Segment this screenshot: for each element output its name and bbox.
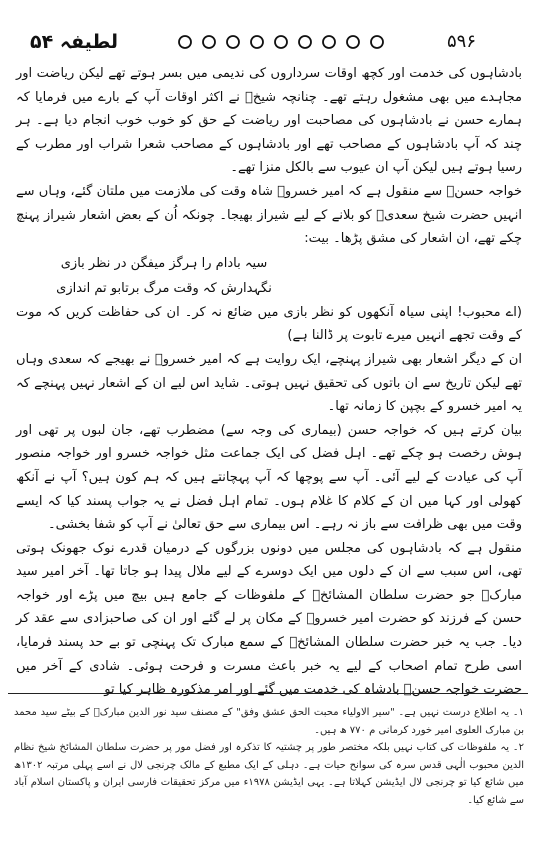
footnote-2: ۲۔ یہ ملفوظات کی کتاب نہیں بلکہ مختصر طور پر چشتیہ کا تذکرہ اور فضل مور پر حضرت سلطان المشائخ شیخ نظام الدین محبوب الٰہی قدس سرہ کی سوانح حیات ہے۔ دہلی کے ایک مطبع کے مالک چرنجی لال نے اسے پہلی مرتبہ ۱۳۰۲ھ میں شائع کیا تو چرنجی لال ایڈیشن کہلاتا ہے۔ یہی ایڈیشن ۱۹۷۸ء میں مرکز تحقیقات فارسی ایران و پاکستان اسلام آباد سے شائع کیا۔ (14, 742, 524, 806)
main-text (16, 62, 522, 702)
verse-line-1: سیہ بادام را ہرگز میفگن در نظر بازی (60, 255, 268, 271)
paragraph-1: بادشاہوں کی خدمت اور کچھ اوقات سرداروں کی ندیمی میں بسر ہوتے تھے لیکن ریاضت اور مجاہدے میں بھی مشغول رہتے تھے۔ چنانچہ شیخؒ نے اکثر اوقات آپ کے بارے میں فرمایا کہ ہمارے حسن نے بادشاہوں کی مصاحبت اور ریاضت کے حق کو خوب خوب انجام دیا ہے۔ ہر چند کہ آپ بادشاہوں کے مصاحب تھے اور بادشاہوں کے مصاحب شعرا شراب اور مطرب کے رسیا ہوتے ہیں لیکن آپ ان عیوب سے بالکل منزا تھے۔ (16, 66, 522, 176)
page-number: ۵۹۶ (446, 31, 476, 52)
ornament-circles-icon (176, 34, 386, 50)
section-label: لطیفہ ۵۴ (30, 31, 119, 53)
footnote-1: ۱۔ یہ اطلاع درست نہیں ہے۔ "سیر الاولیاء محبت الحق عشق وفق" کے مصنف سید نور الدین مبارکؒ کے بیٹے سید محمد بن مبارک العلوی امیر خورد کرمانی م ۷۷۰ ھ ہیں۔ (14, 707, 524, 736)
verse-line-2: نگہدارش کہ وقت مرگ برتابو تم اندازی (56, 280, 272, 296)
paragraph-2: خواجہ حسنؒ سے منقول ہے کہ امیر خسروؒ شاہ وقت کی ملازمت میں ملتان گئے، وہاں سے انہیں حضرت شیخ سعدیؒ کو بلانے کے لیے شیراز بھیجا۔ چونکہ اُن کے بعض اشعار شیراز پہنچ چکے تھے، ان اشعار کی مشق پڑھا۔ بیت: (16, 183, 522, 247)
paragraph-6: منقول ہے کہ بادشاہوں کی مجلس میں دونوں بزرگوں کے درمیان قدرے نوک جھونک ہوتی تھی، اس سبب سے ان کے دلوں میں ایک دوسرے کے لیے ملال پیدا ہو جاتا تھا۔ آخر امیر سید مبارکؒ جو حضرت سلطان المشائخؒ کے ملفوظات کے جامع ہیں بیچ میں پڑے اور خواجہ حسن کے فرزند کو حضرت امیر خسروؒ کے مکان پر لے گئے اور ان کی صاحبزادی سے عقد کر دیا۔ جب یہ خبر حضرت سلطان المشائخؒ کے سمع مبارک تک پہنچی تو بے حد پسند فرمایا، اسی طرح تمام اصحاب کے لیے یہ خبر باعث مسرت و فرحت ہوئی۔ شادی کے آخر میں حضرت خواجہ حسنؒ بادشاہ کی خدمت میں گئے اور امر مذکورہ ظاہر کیا تو (16, 540, 522, 698)
page-header (18, 30, 522, 54)
persian-verse (16, 251, 522, 301)
footnotes (14, 704, 524, 809)
footnote-divider (8, 693, 528, 694)
paragraph-3: (اے محبوب! اپنی سیاہ آنکھوں کو نظر بازی میں ضائع نہ کر۔ ان کی حفاظت کریں کہ موت کے وقت تجھے انہیں میرے تابوت پر ڈالنا ہے) (16, 304, 522, 344)
paragraph-5: بیان کرتے ہیں کہ خواجہ حسن (بیماری کی وجہ سے) مضطرب تھے، جان لبوں پر تھی اور ہوش رخصت ہو چکے تھے۔ اہل فضل کی ایک جماعت مثل خواجہ خسرو اور خواجہ منصور آپ کی عیادت کے لیے آئی۔ آپ سے پوچھا کہ آپ پہچانتے ہیں کہ ہم کون ہیں؟ آپ نے آنکھ کھولی اور کہا میں ان کے کلام کا غلام ہوں۔ تمام اہل فضل نے یہ جواب پسند کیا کہ ایسے وقت میں بھی ظرافت سے باز نہ رہے۔ اس بیماری سے حق تعالیٰ نے آپ کو شفا بخشی۔ (16, 422, 522, 533)
paragraph-4: ان کے دیگر اشعار بھی شیراز پہنچے، ایک روایت ہے کہ امیر خسروؒ نے بھیجے کہ سعدی وہاں تھے لیکن تاریخ سے ان باتوں کی تحقیق نہیں ہوتی۔ شاید اس لیے ان کے اشعار نہیں پہنچے کہ یہ امیر خسرو کے بچپن کا زمانہ تھا۔ (16, 351, 522, 415)
